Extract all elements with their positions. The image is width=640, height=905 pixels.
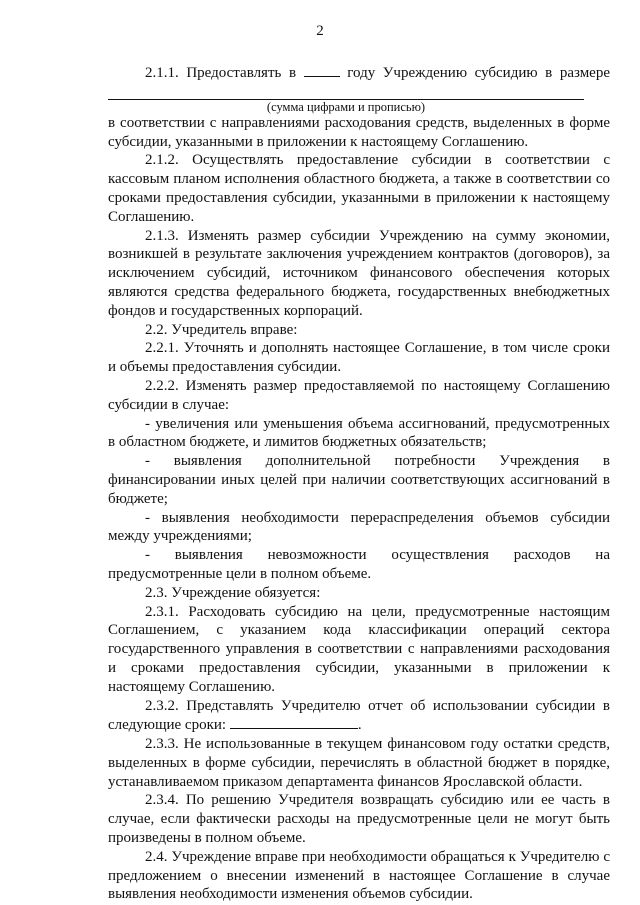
document-body — [108, 63, 610, 904]
paragraph-2-2-1: 2.2.1. Уточнять и дополнять настоящее Соглашение, в том числе сроки и объемы предоставления субсидии. — [108, 340, 610, 376]
paragraph-2-2: 2.2. Учредитель вправе: — [145, 321, 298, 338]
paragraph-2-3-4: 2.3.4. По решению Учредителя возвращать субсидию или ее часть в случае, если фактически расходы на предусмотренные цели не могут быть произведены в полном объеме. — [108, 792, 610, 847]
list-item-allocations: - увеличения или уменьшения объема ассигнований, предусмотренных в областном бюджете, и лимитов бюджетных обязательств; — [108, 415, 610, 451]
paragraph-2-1-1-head — [108, 63, 610, 83]
report-deadline-blank — [230, 715, 358, 729]
paragraph-2-1-1-rest: в соответствии с направлениями расходования средств, выделенных в форме субсидии, указанными в приложении к настоящему Соглашению. — [108, 114, 610, 150]
p211-text-a: 2.1.1. Предоставлять в — [145, 65, 297, 81]
paragraph-2-4: 2.4. Учреждение вправе при необходимости обращаться к Учредителю с предложением о внесении изменений в настоящее Соглашение в случае выявления необходимости изменения объемов субсидии. — [108, 848, 610, 903]
paragraph-2-3-1: 2.3.1. Расходовать субсидию на цели, предусмотренные настоящим Соглашением, с указанием кода классификации операций сектора государственного управления в соответствии с направлениями расходования и сроками предоставления субсидии, указанными в приложении к настоящему Соглашению. — [108, 603, 610, 695]
page-number: 2 — [316, 23, 324, 39]
list-item-impossibility: - выявления невозможности осуществления расходов на предусмотренные цели в полном объеме. — [108, 547, 610, 582]
list-item-additional-need: - выявления дополнительной потребности Учреждения в финансировании иных целей при наличии соответствующих ассигнований в бюджете; — [108, 453, 610, 507]
amount-blank-line — [108, 83, 584, 100]
paragraph-2-3-2: 2.3.2. Представлять Учредителю отчет об использовании субсидии в следующие сроки: . — [108, 697, 610, 734]
paragraph-2-2-2: 2.2.2. Изменять размер предоставляемой по настоящему Соглашению субсидии в случае: — [108, 377, 610, 413]
amount-caption: (сумма цифрами и прописью) — [266, 99, 426, 114]
paragraph-2-3-3: 2.3.3. Не использованные в текущем финансовом году остатки средств, выделенных в форме субсидии, перечислять в областной бюджет в порядке, устанавливаемом приказом департамента финансов Ярославской области. — [108, 736, 610, 790]
paragraph-2-3: 2.3. Учреждение обязуется: — [145, 584, 321, 601]
year-blank — [304, 63, 340, 77]
paragraph-2-1-2: 2.1.2. Осуществлять предоставление субсидии в соответствии с кассовым планом исполнения областного бюджета, а также в соответствии со сроками предоставления субсидии, указанными в приложении к настоящему Соглашению. — [108, 152, 610, 225]
p211-text-b: году Учреждению субсидию в размере — [347, 65, 610, 81]
list-item-redistribution: - выявления необходимости перераспределения объемов субсидии между учреждениями; — [108, 509, 610, 545]
paragraph-2-1-3: 2.1.3. Изменять размер субсидии Учреждению на сумму экономии, возникшей в результате заключения учреждением контрактов (договоров), за исключением субсидий, источником финансового обеспечения которых являются средства федерального бюджета, государственных внебюджетных фондов и государственных корпораций. — [108, 227, 610, 319]
p232-text: 2.3.2. Представлять Учредителю отчет об использовании субсидии в следующие сроки: — [108, 697, 610, 734]
